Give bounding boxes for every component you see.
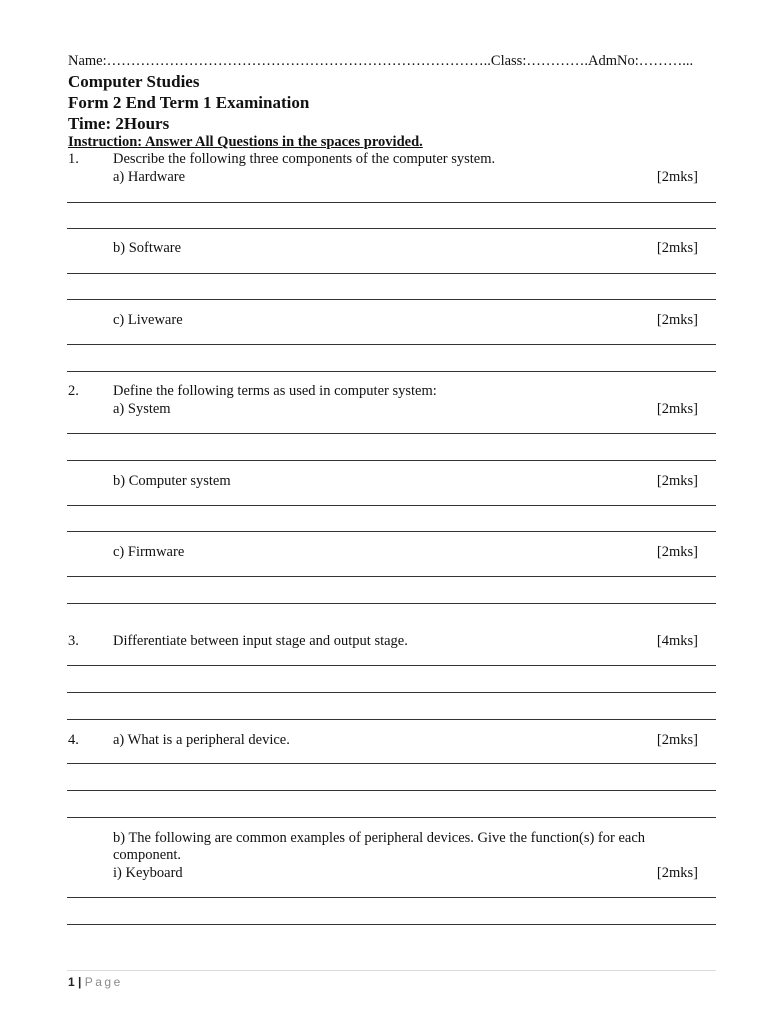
- answer-line: [67, 202, 716, 203]
- question-2c-marks: [2mks]: [656, 544, 698, 560]
- answer-line: [67, 817, 716, 818]
- answer-line: [67, 299, 716, 300]
- question-2a-label: a) System: [113, 401, 171, 417]
- subject-title: Computer Studies: [68, 72, 200, 91]
- answer-line: [67, 692, 716, 693]
- answer-line: [67, 576, 716, 577]
- answer-line: [67, 433, 716, 434]
- question-2c-label: c) Firmware: [113, 544, 185, 560]
- answer-line: [67, 665, 716, 666]
- answer-line: [67, 924, 716, 925]
- question-3-marks: [4mks]: [656, 633, 698, 649]
- answer-line: [67, 460, 716, 461]
- answer-line: [67, 371, 716, 372]
- question-2-stem: Define the following terms as used in computer system:: [113, 383, 437, 399]
- answer-line: [67, 763, 716, 764]
- question-4b-stem: b) The following are common examples of peripheral devices. Give the function(s) for each component.: [113, 830, 646, 863]
- question-4a-label: a) What is a peripheral device.: [113, 732, 290, 748]
- question-1-stem: Describe the following three components of the computer system.: [113, 151, 496, 167]
- answer-line: [67, 228, 716, 229]
- question-4bi-label: i) Keyboard: [113, 865, 183, 881]
- question-1b-label: b) Software: [113, 240, 182, 256]
- page-footer: [68, 975, 123, 989]
- question-2-number: 2.: [68, 383, 79, 399]
- footer-divider: [67, 970, 716, 971]
- question-3-number: 3.: [68, 633, 79, 649]
- question-1a-label: a) Hardware: [113, 169, 186, 185]
- answer-line: [67, 531, 716, 532]
- question-1a-marks: [2mks]: [656, 169, 698, 185]
- answer-line: [67, 719, 716, 720]
- answer-line: [67, 897, 716, 898]
- question-1b-marks: [2mks]: [656, 240, 698, 256]
- question-1c-label: c) Liveware: [113, 312, 183, 328]
- question-2b-label: b) Computer system: [113, 473, 231, 489]
- name-class-admno-line: Name:……………………………………………………………………..Class:………….AdmNo:………...: [68, 53, 694, 69]
- page-number: 1: [68, 975, 75, 989]
- question-4-number: 4.: [68, 732, 79, 748]
- answer-line: [67, 790, 716, 791]
- answer-line: [67, 344, 716, 345]
- instruction: Instruction: Answer All Questions in the spaces provided.: [68, 134, 423, 150]
- question-1-number: 1.: [68, 151, 79, 167]
- question-4bi-marks: [2mks]: [656, 865, 698, 881]
- question-2b-marks: [2mks]: [656, 473, 698, 489]
- question-3-stem: Differentiate between input stage and output stage.: [113, 633, 408, 649]
- footer-separator: |: [78, 975, 82, 989]
- exam-time: Time: 2Hours: [68, 114, 170, 133]
- question-2a-marks: [2mks]: [656, 401, 698, 417]
- question-4a-marks: [2mks]: [656, 732, 698, 748]
- page-label: Page: [84, 975, 123, 989]
- answer-line: [67, 603, 716, 604]
- exam-title: Form 2 End Term 1 Examination: [68, 93, 310, 112]
- answer-line: [67, 505, 716, 506]
- answer-line: [67, 273, 716, 274]
- question-1c-marks: [2mks]: [656, 312, 698, 328]
